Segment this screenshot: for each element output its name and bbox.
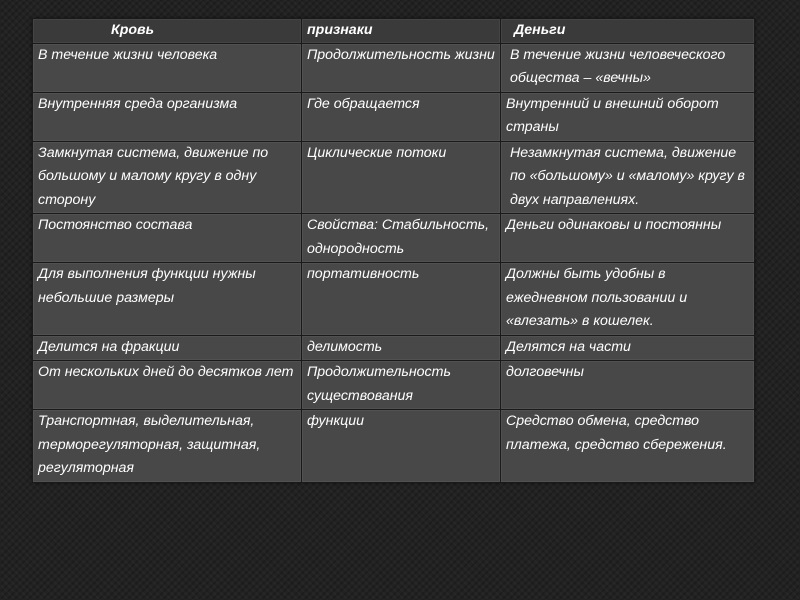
cell-blood: Транспортная, выделительная, терморегуляторная, защитная, регуляторная [33,410,302,483]
cell-money: Внутренний и внешний оборот страны [501,92,755,141]
cell-blood: Замкнутая система, движение по большому и малому кругу в одну сторону [33,141,302,214]
cell-blood: Для выполнения функции нужны небольшие размеры [33,263,302,336]
cell-feature: Где обращается [302,92,501,141]
table-row [33,335,755,361]
table-row [33,92,755,141]
table-row [33,43,755,92]
header-money: Деньги [501,19,755,44]
cell-blood: Делится на фракции [33,335,302,361]
cell-money: Должны быть удобны в ежедневном пользовании и «влезать» в кошелек. [501,263,755,336]
cell-feature: Продолжительность существования [302,361,501,410]
cell-feature: портативность [302,263,501,336]
cell-feature: делимость [302,335,501,361]
cell-money: Делятся на части [501,335,755,361]
cell-blood: В течение жизни человека [33,43,302,92]
table-row [33,263,755,336]
table-row [33,141,755,214]
cell-money: Незамкнутая система, движение по «большому» и «малому» кругу в двух направлениях. [501,141,755,214]
cell-blood: От нескольких дней до десятков лет [33,361,302,410]
cell-blood: Внутренняя среда организма [33,92,302,141]
table-header-row [33,19,755,44]
cell-feature: Свойства: Стабильность, однородность [302,214,501,263]
cell-money: долговечны [501,361,755,410]
comparison-table [32,18,755,483]
cell-money: В течение жизни человеческого общества – «вечны» [501,43,755,92]
cell-money: Деньги одинаковы и постоянны [501,214,755,263]
table-row [33,410,755,483]
cell-feature: функции [302,410,501,483]
cell-feature: Циклические потоки [302,141,501,214]
table-row [33,214,755,263]
cell-money: Средство обмена, средство платежа, средство сбережения. [501,410,755,483]
header-blood: Кровь [33,19,302,44]
table-row [33,361,755,410]
cell-feature: Продолжительность жизни [302,43,501,92]
header-feature: признаки [302,19,501,44]
cell-blood: Постоянство состава [33,214,302,263]
